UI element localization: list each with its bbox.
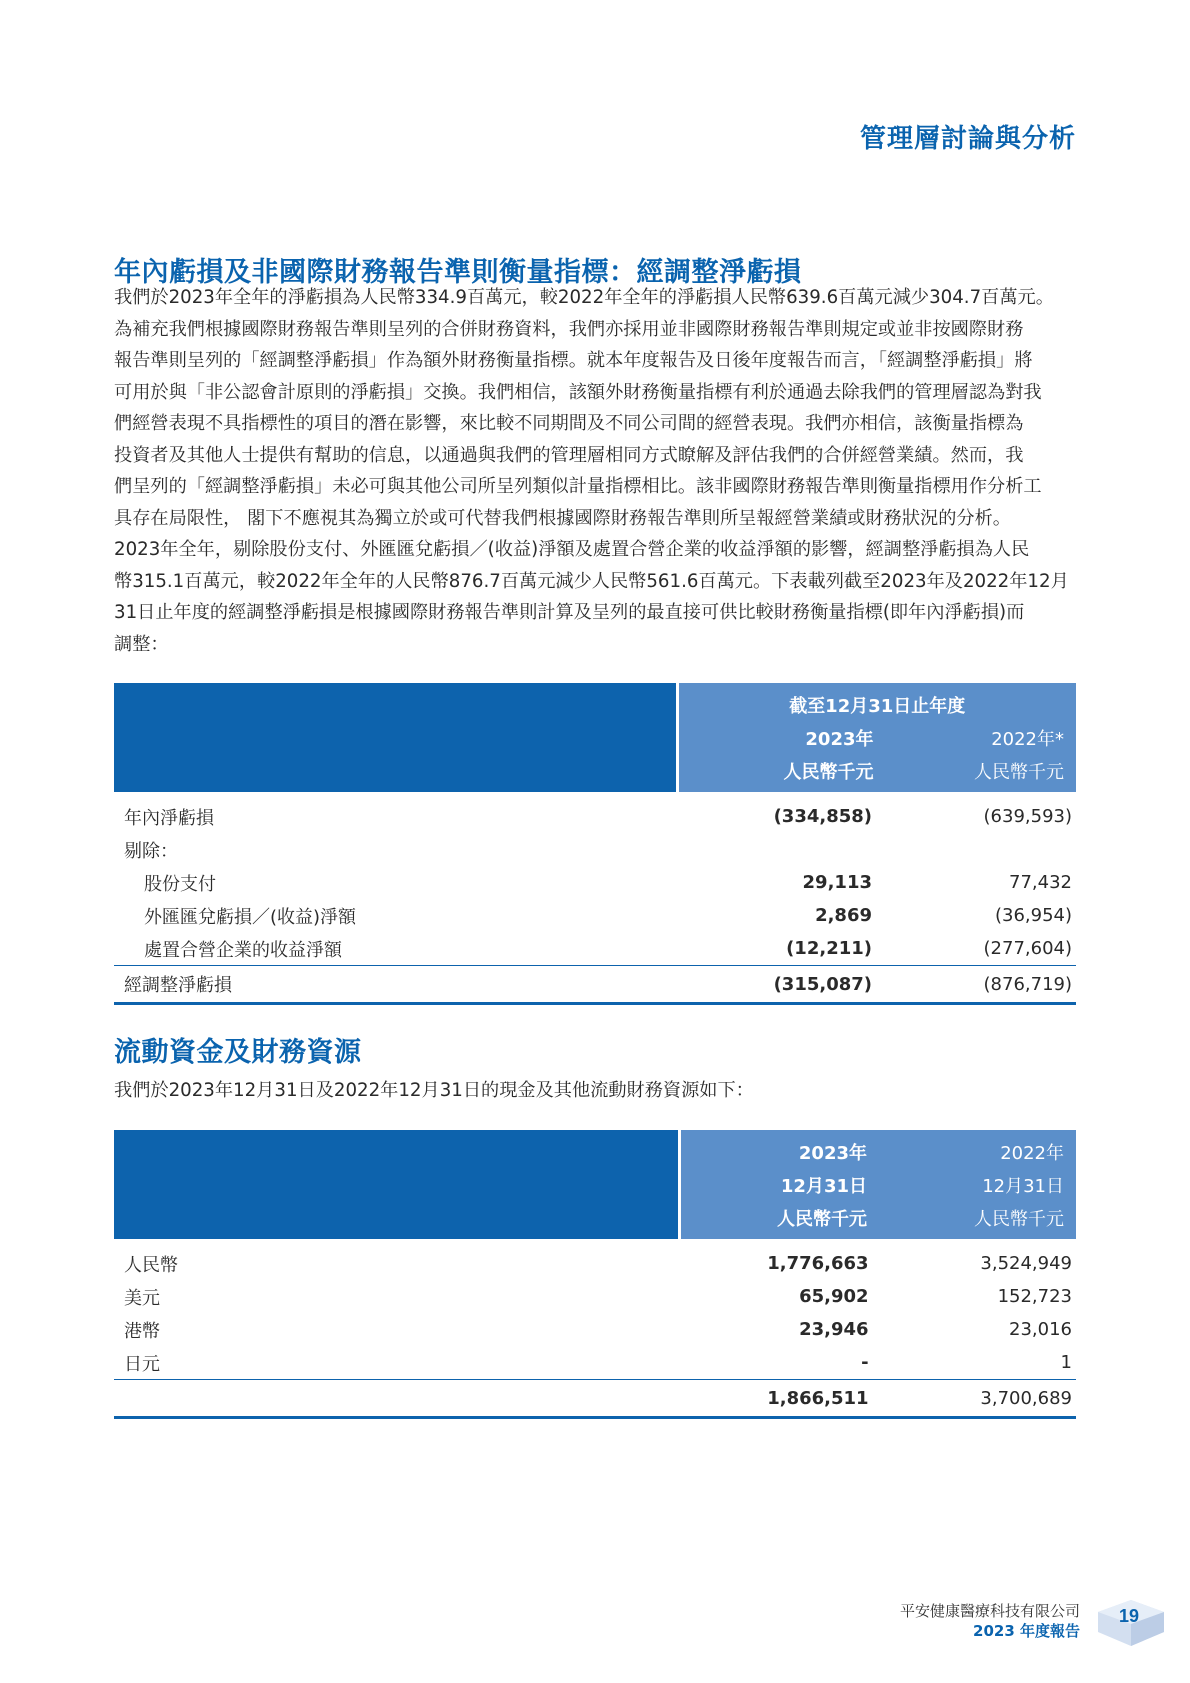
paragraph-line: 幣315.1百萬元，較2022年全年的人民幣876.7百萬元減少人民幣561.6百萬元。下表載列截至2023年及2022年12月 [114,570,1069,592]
liquidity-intro [114,1075,1076,1107]
total-2022: 3,700,689 [869,1380,1076,1418]
table-row [114,800,1076,833]
value-2023: (12,211) [786,938,872,959]
paragraph-line: 報告準則呈列的「經調整淨虧損」作為額外財務衡量指標。就本年度報告及日後年度報告而言，「經調整淨虧損」將 [114,350,1033,371]
table-header-blank [114,1130,680,1239]
row-label: 人民幣 [124,1254,178,1276]
paragraph-line: 2023年全年，剔除股份支付、外匯匯兌虧損／(收益)淨額及處置合營企業的收益淨額的影響，經調整淨虧損為人民 [114,539,1030,560]
col-2023-year: 2023年 [798,1142,867,1164]
col-2023-header: 2023年 [805,728,874,750]
row-label: 日元 [124,1353,160,1375]
total-label-blank [114,1380,680,1418]
table-total-row [114,1380,1076,1418]
value-2022: 77,432 [1009,872,1072,893]
adjusted-loss-paragraph [114,282,1076,660]
row-label: 美元 [124,1287,160,1309]
table-row [114,1280,1076,1313]
col-2022-header: 2022年* [991,728,1064,750]
table-header-blank [114,683,677,792]
total-2022: (876,719) [872,966,1076,1004]
row-label: 處置合營企業的收益淨額 [144,939,342,961]
paragraph-line: 具存在局限性， 閣下不應視其為獨立於或可代替我們根據國際財務報告準則所呈報經營業績或財務狀況的分析。 [114,507,1011,529]
value-2022: 152,723 [997,1286,1072,1307]
value-2023: - [861,1352,869,1373]
col-2023-unit: 人民幣千元 [783,761,874,783]
liquidity-table [114,1130,1076,1419]
page-number-badge [1096,1596,1166,1648]
row-label: 外匯匯兌虧損／(收益)淨額 [144,906,357,928]
table-header-columns [677,683,1076,792]
value-2022: 3,524,949 [980,1253,1072,1274]
section-title-liquidity: 流動資金及財務資源 [114,1037,362,1068]
value-2023: 1,776,663 [767,1253,869,1274]
paragraph-line: 們經營表現不具指標性的項目的潛在影響，來比較不同期間及不同公司間的經營表現。我們亦相信，該衡量指標為 [114,413,1024,434]
footer-report-title: 2023 年度報告 [973,1622,1080,1640]
table-row [114,1247,1076,1280]
section-title-adjusted-loss: 年內虧損及非國際財務報告準則衡量指標：經調整淨虧損 [114,257,802,288]
col-2023-date: 12月31日 [780,1175,867,1197]
table-header-columns [680,1130,1077,1239]
paragraph-line: 投資者及其他人士提供有幫助的信息，以通過與我們的管理層相同方式瞭解及評估我們的合併經營業績。然而，我 [114,444,1024,466]
row-label: 年內淨虧損 [124,807,214,829]
col-2022-unit: 人民幣千元 [974,761,1064,783]
total-label: 經調整淨虧損 [114,966,677,1004]
adjusted-net-loss-table [114,683,1076,1005]
page-header-title: 管理層討論與分析 [859,124,1076,154]
value-2022: 1 [1060,1352,1072,1373]
total-2023: (315,087) [677,966,872,1004]
row-label: 剔除： [124,840,178,862]
period-header: 截至12月31日止年度 [789,695,966,717]
table-row [114,899,1076,932]
value-2023: (334,858) [773,806,872,827]
value-2023: 65,902 [799,1286,869,1307]
col-2023-unit: 人民幣千元 [777,1208,867,1230]
paragraph-line: 可用於與「非公認會計原則的淨虧損」交換。我們相信，該額外財務衡量指標有利於通過去除我們的管理層認為對我 [114,381,1042,403]
table-total-row [114,966,1076,1004]
paragraph-line: 我們於2023年全年的淨虧損為人民幣334.9百萬元，較2022年全年的淨虧損人民幣639.6百萬元減少304.7百萬元。 [114,287,1054,308]
paragraph-line: 為補充我們根據國際財務報告準則呈列的合併財務資料，我們亦採用並非國際財務報告準則規定或並非按國際財務 [114,318,1024,340]
table-row [114,932,1076,966]
page-number: 19 [1118,1606,1140,1626]
footer-company-name: 平安健康醫療科技有限公司 [899,1602,1080,1620]
value-2023: 2,869 [815,905,872,926]
value-2022: (36,954) [994,905,1072,926]
paragraph-line: 我們於2023年12月31日及2022年12月31日的現金及其他流動財務資源如下： [114,1080,754,1101]
table-row [114,866,1076,899]
col-2022-date: 12月31日 [982,1175,1064,1197]
value-2023 [677,833,872,866]
paragraph-line: 們呈列的「經調整淨虧損」未必可與其他公司所呈列類似計量指標相比。該非國際財務報告準則衡量指標用作分析工 [114,476,1042,497]
col-2022-unit: 人民幣千元 [974,1208,1064,1230]
value-2022: (639,593) [983,806,1072,827]
row-label: 股份支付 [144,873,216,895]
total-2023: 1,866,511 [680,1380,869,1418]
table-row [114,833,1076,866]
table-row [114,1313,1076,1346]
value-2022: (277,604) [983,938,1072,959]
row-label: 港幣 [124,1320,160,1342]
value-2023: 29,113 [802,872,872,893]
paragraph-line: 調整： [114,633,169,655]
col-2022-year: 2022年 [1000,1142,1064,1164]
table-row [114,1346,1076,1380]
value-2023: 23,946 [799,1319,869,1340]
paragraph-line: 31日止年度的經調整淨虧損是根據國際財務報告準則計算及呈列的最直接可供比較財務衡量指標(即年內淨虧損)而 [114,602,1025,623]
value-2022 [872,833,1076,866]
value-2022: 23,016 [1009,1319,1072,1340]
